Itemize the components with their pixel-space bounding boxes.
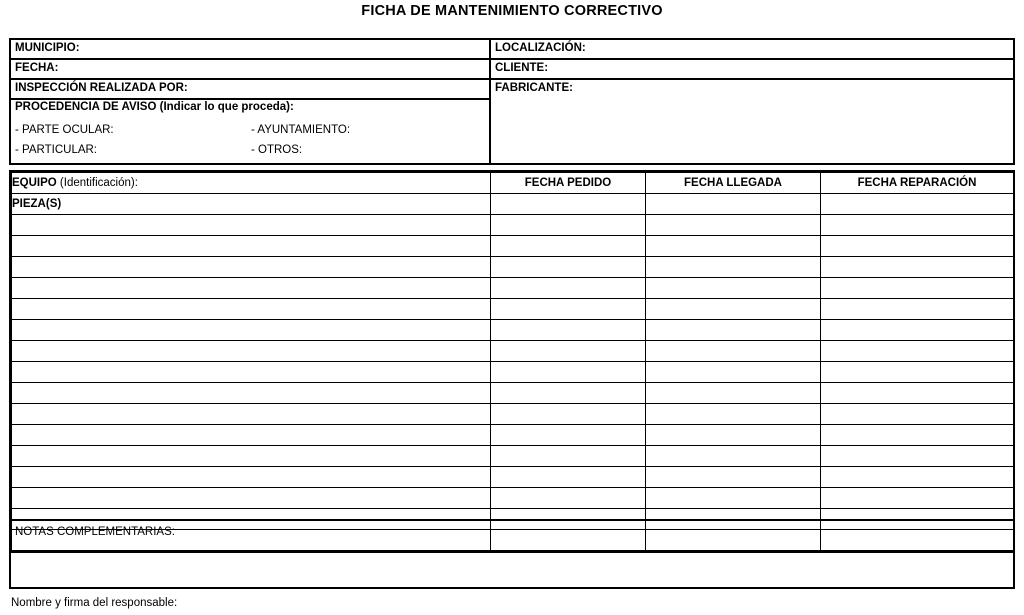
- table-row: [12, 236, 1014, 257]
- table-cell[interactable]: [821, 278, 1014, 299]
- table-row: [12, 383, 1014, 404]
- table-cell[interactable]: [821, 446, 1014, 467]
- table-cell[interactable]: [491, 257, 646, 278]
- table-cell[interactable]: [821, 341, 1014, 362]
- piezas-empty-cell[interactable]: [821, 194, 1014, 215]
- table-row: [12, 257, 1014, 278]
- table-row: [12, 404, 1014, 425]
- table-cell[interactable]: [646, 278, 821, 299]
- table-cell[interactable]: [12, 299, 491, 320]
- table-cell[interactable]: [491, 383, 646, 404]
- table-cell[interactable]: [646, 467, 821, 488]
- equipo-sublabel: (Identificación):: [56, 177, 138, 189]
- table-cell[interactable]: [646, 362, 821, 383]
- equipment-table: [11, 172, 1014, 551]
- table-cell[interactable]: [491, 278, 646, 299]
- piezas-row: [12, 194, 1014, 215]
- table-cell[interactable]: [821, 488, 1014, 509]
- column-header-2: FECHA LLEGADA: [646, 173, 821, 194]
- table-cell[interactable]: [646, 446, 821, 467]
- table-cell[interactable]: [646, 320, 821, 341]
- table-cell[interactable]: [646, 404, 821, 425]
- equipment-table-block: [9, 170, 1015, 553]
- field-localizacion[interactable]: LOCALIZACIÓN:: [491, 40, 1013, 60]
- header-left-column: [11, 40, 491, 163]
- field-inspeccion-realizada-por[interactable]: INSPECCIÓN REALIZADA POR:: [11, 80, 489, 100]
- table-cell[interactable]: [646, 383, 821, 404]
- table-cell[interactable]: [12, 404, 491, 425]
- table-cell[interactable]: [12, 341, 491, 362]
- piezas-empty-cell[interactable]: [646, 194, 821, 215]
- header-info-block: [9, 38, 1015, 165]
- table-row: [12, 278, 1014, 299]
- table-row: [12, 362, 1014, 383]
- table-cell[interactable]: [821, 299, 1014, 320]
- table-cell[interactable]: [491, 488, 646, 509]
- column-header-3: FECHA REPARACIÓN: [821, 173, 1014, 194]
- field-otros[interactable]: - OTROS:: [251, 144, 303, 156]
- table-cell[interactable]: [491, 362, 646, 383]
- table-cell[interactable]: [491, 446, 646, 467]
- table-cell[interactable]: [821, 425, 1014, 446]
- table-cell[interactable]: [491, 236, 646, 257]
- equipment-header-row: [12, 173, 1014, 194]
- field-fecha[interactable]: FECHA:: [11, 60, 489, 80]
- table-cell[interactable]: [821, 383, 1014, 404]
- table-cell[interactable]: [12, 257, 491, 278]
- table-cell[interactable]: [12, 320, 491, 341]
- table-cell[interactable]: [12, 467, 491, 488]
- table-cell[interactable]: [821, 467, 1014, 488]
- table-cell[interactable]: [12, 362, 491, 383]
- table-cell[interactable]: [821, 236, 1014, 257]
- procedencia-row-2: [15, 140, 485, 160]
- field-fabricante[interactable]: FABRICANTE:: [495, 82, 573, 94]
- table-row: [12, 299, 1014, 320]
- table-cell[interactable]: [646, 488, 821, 509]
- table-cell[interactable]: [821, 320, 1014, 341]
- table-cell[interactable]: [12, 236, 491, 257]
- table-row: [12, 215, 1014, 236]
- notes-block[interactable]: [9, 519, 1015, 589]
- table-cell[interactable]: [646, 425, 821, 446]
- notes-label: NOTAS COMPLEMENTARIAS:: [15, 526, 175, 538]
- table-cell[interactable]: [646, 257, 821, 278]
- field-particular[interactable]: - PARTICULAR:: [15, 144, 98, 156]
- header-right-column: [491, 40, 1013, 163]
- table-cell[interactable]: [821, 257, 1014, 278]
- field-ayuntamiento[interactable]: - AYUNTAMIENTO:: [251, 124, 351, 136]
- table-cell[interactable]: [491, 341, 646, 362]
- table-cell[interactable]: [12, 215, 491, 236]
- table-cell[interactable]: [12, 488, 491, 509]
- equipment-identificacion-cell[interactable]: [12, 173, 491, 194]
- field-procedencia-aviso-label: PROCEDENCIA DE AVISO (Indicar lo que proceda):: [15, 101, 294, 113]
- table-cell[interactable]: [491, 215, 646, 236]
- table-row: [12, 341, 1014, 362]
- table-cell[interactable]: [646, 215, 821, 236]
- table-cell[interactable]: [12, 278, 491, 299]
- procedencia-row-1: [15, 120, 485, 140]
- table-row: [12, 488, 1014, 509]
- table-cell[interactable]: [646, 236, 821, 257]
- signature-label: Nombre y firma del responsable:: [11, 597, 178, 609]
- table-cell[interactable]: [12, 446, 491, 467]
- table-row: [12, 467, 1014, 488]
- table-cell[interactable]: [821, 215, 1014, 236]
- equipo-label: EQUIPO: [12, 177, 57, 189]
- column-header-1: FECHA PEDIDO: [491, 173, 646, 194]
- table-cell[interactable]: [821, 404, 1014, 425]
- procedencia-options: [11, 120, 489, 163]
- table-cell[interactable]: [646, 341, 821, 362]
- page-title: FICHA DE MANTENIMIENTO CORRECTIVO: [361, 3, 663, 19]
- table-cell[interactable]: [491, 467, 646, 488]
- table-cell[interactable]: [491, 320, 646, 341]
- table-cell[interactable]: [646, 299, 821, 320]
- table-row: [12, 320, 1014, 341]
- field-municipio[interactable]: MUNICIPIO:: [11, 40, 489, 60]
- table-cell[interactable]: [12, 383, 491, 404]
- piezas-empty-cell[interactable]: [491, 194, 646, 215]
- table-cell[interactable]: [491, 299, 646, 320]
- table-cell[interactable]: [821, 362, 1014, 383]
- piezas-label-cell[interactable]: PIEZA(S): [12, 194, 491, 215]
- field-parte-ocular[interactable]: - PARTE OCULAR:: [15, 124, 114, 136]
- table-cell[interactable]: [12, 425, 491, 446]
- table-cell[interactable]: [491, 425, 646, 446]
- table-row: [12, 425, 1014, 446]
- field-cliente[interactable]: CLIENTE:: [491, 60, 1013, 80]
- table-cell[interactable]: [491, 404, 646, 425]
- table-row: [12, 446, 1014, 467]
- header-right-empty-area[interactable]: [491, 100, 1013, 162]
